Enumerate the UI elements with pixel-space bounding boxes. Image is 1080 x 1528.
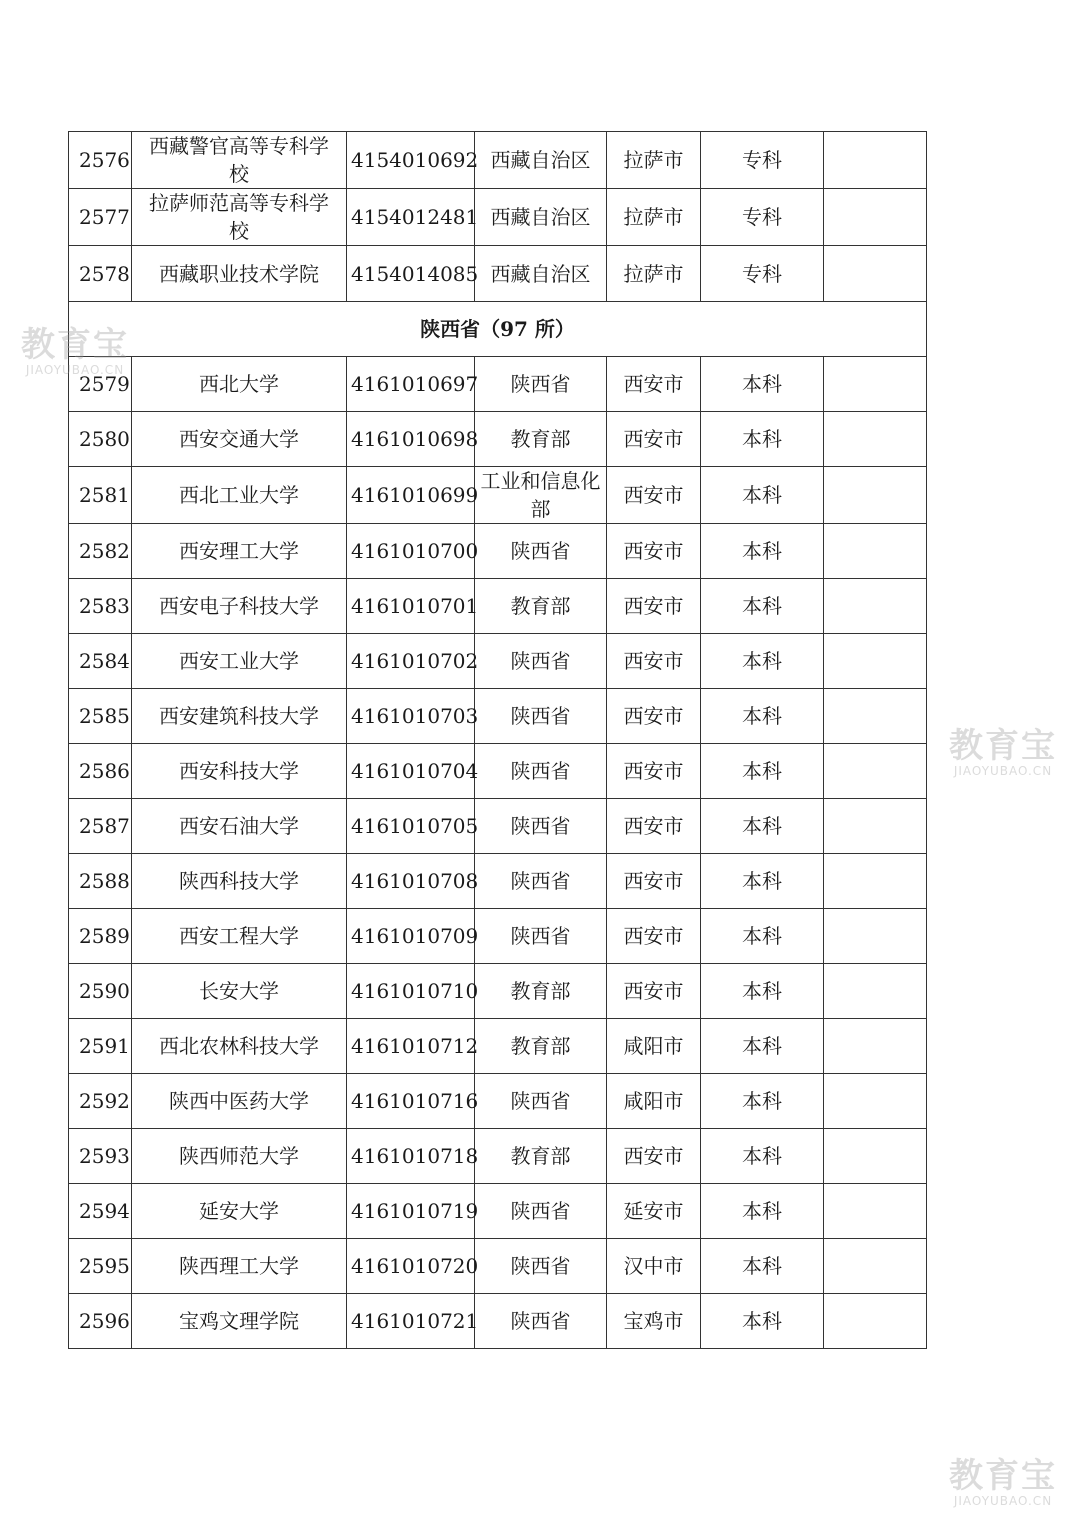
cell-department: 陕西省 [475,1239,607,1294]
cell-number: 2577 [69,189,132,246]
cell-school-name: 西安理工大学 [132,524,347,579]
cell-city: 宝鸡市 [607,1294,701,1349]
cell-school-name: 陕西科技大学 [132,854,347,909]
cell-level: 本科 [701,412,824,467]
table-row [69,634,927,689]
cell-school-code: 4161010705 [347,799,475,854]
cell-school-code: 4154014085 [347,246,475,302]
cell-department: 教育部 [475,579,607,634]
cell-city: 西安市 [607,799,701,854]
cell-city: 咸阳市 [607,1019,701,1074]
cell-school-name: 西藏职业技术学院 [132,246,347,302]
cell-department: 陕西省 [475,854,607,909]
watermark-brand: 教育宝 [21,325,129,365]
cell-school-name: 西安科技大学 [132,744,347,799]
university-list-table [68,131,927,1349]
table-row [69,1019,927,1074]
cell-school-code: 4161010697 [347,357,475,412]
cell-city: 西安市 [607,634,701,689]
cell-school-code: 4161010712 [347,1019,475,1074]
cell-school-code: 4161010721 [347,1294,475,1349]
table-row [69,1239,927,1294]
cell-note [824,634,927,689]
cell-number: 2595 [69,1239,132,1294]
cell-number: 2581 [69,467,132,524]
cell-note [824,909,927,964]
cell-department: 陕西省 [475,357,607,412]
cell-note [824,579,927,634]
cell-city: 西安市 [607,909,701,964]
cell-number: 2593 [69,1129,132,1184]
table-row [69,524,927,579]
cell-school-name: 西藏警官高等专科学校 [132,132,347,189]
cell-note [824,744,927,799]
cell-department: 教育部 [475,1129,607,1184]
watermark-brand: 教育宝 [949,726,1057,766]
cell-department: 教育部 [475,412,607,467]
cell-school-code: 4161010698 [347,412,475,467]
cell-school-name: 西北工业大学 [132,467,347,524]
cell-city: 西安市 [607,744,701,799]
watermark-url: JIAOYUBAO.CN [953,1494,1053,1508]
table-row [69,412,927,467]
cell-number: 2580 [69,412,132,467]
cell-number: 2584 [69,634,132,689]
cell-school-name: 长安大学 [132,964,347,1019]
cell-number: 2586 [69,744,132,799]
cell-city: 西安市 [607,524,701,579]
cell-number: 2589 [69,909,132,964]
cell-school-code: 4161010704 [347,744,475,799]
watermark-brand: 教育宝 [949,1456,1057,1496]
cell-note [824,524,927,579]
cell-department: 陕西省 [475,1294,607,1349]
cell-department: 陕西省 [475,689,607,744]
cell-city: 汉中市 [607,1239,701,1294]
table-row [69,246,927,302]
cell-number: 2583 [69,579,132,634]
table-row [69,1129,927,1184]
cell-note [824,854,927,909]
cell-school-name: 宝鸡文理学院 [132,1294,347,1349]
cell-school-code: 4161010700 [347,524,475,579]
cell-note [824,1294,927,1349]
cell-school-code: 4161010702 [347,634,475,689]
cell-note [824,964,927,1019]
cell-note [824,132,927,189]
cell-level: 专科 [701,246,824,302]
watermark-url: JIAOYUBAO.CN [25,363,125,377]
cell-level: 本科 [701,1294,824,1349]
cell-city: 西安市 [607,412,701,467]
cell-number: 2582 [69,524,132,579]
section-header-group [69,302,927,357]
table-body-after [69,357,927,1349]
table-row [69,689,927,744]
cell-level: 本科 [701,909,824,964]
cell-department: 教育部 [475,964,607,1019]
cell-school-name: 西安工程大学 [132,909,347,964]
cell-level: 本科 [701,1184,824,1239]
cell-school-code: 4154010692 [347,132,475,189]
cell-note [824,1074,927,1129]
cell-number: 2592 [69,1074,132,1129]
cell-school-name: 西北大学 [132,357,347,412]
cell-level: 本科 [701,1239,824,1294]
cell-level: 本科 [701,1129,824,1184]
cell-school-name: 西安建筑科技大学 [132,689,347,744]
cell-city: 西安市 [607,1129,701,1184]
table-row [69,1074,927,1129]
cell-school-code: 4154012481 [347,189,475,246]
table-row [69,909,927,964]
cell-city: 西安市 [607,467,701,524]
watermark-logo [10,327,140,377]
cell-school-code: 4161010710 [347,964,475,1019]
cell-number: 2588 [69,854,132,909]
table-row [69,132,927,189]
cell-number: 2587 [69,799,132,854]
table-row [69,964,927,1019]
cell-number: 2594 [69,1184,132,1239]
cell-school-name: 西安电子科技大学 [132,579,347,634]
cell-note [824,412,927,467]
cell-level: 本科 [701,634,824,689]
cell-city: 咸阳市 [607,1074,701,1129]
watermark-logo [938,728,1068,778]
cell-level: 本科 [701,964,824,1019]
cell-number: 2596 [69,1294,132,1349]
cell-note [824,799,927,854]
cell-school-code: 4161010699 [347,467,475,524]
cell-department: 工业和信息化部 [475,467,607,524]
cell-city: 西安市 [607,689,701,744]
cell-number: 2579 [69,357,132,412]
cell-school-code: 4161010719 [347,1184,475,1239]
cell-school-name: 拉萨师范高等专科学校 [132,189,347,246]
cell-school-code: 4161010701 [347,579,475,634]
cell-school-name: 陕西理工大学 [132,1239,347,1294]
cell-school-name: 陕西中医药大学 [132,1074,347,1129]
cell-department: 陕西省 [475,524,607,579]
cell-school-name: 西安石油大学 [132,799,347,854]
cell-school-name: 西安交通大学 [132,412,347,467]
table-row [69,1294,927,1349]
cell-level: 本科 [701,467,824,524]
cell-school-code: 4161010720 [347,1239,475,1294]
cell-city: 西安市 [607,579,701,634]
table-row [69,357,927,412]
cell-department: 陕西省 [475,799,607,854]
cell-school-code: 4161010703 [347,689,475,744]
cell-level: 本科 [701,854,824,909]
cell-note [824,1239,927,1294]
cell-level: 本科 [701,744,824,799]
cell-level: 本科 [701,1074,824,1129]
cell-city: 西安市 [607,357,701,412]
table-row [69,744,927,799]
cell-department: 陕西省 [475,1184,607,1239]
cell-school-name: 陕西师范大学 [132,1129,347,1184]
cell-level: 本科 [701,579,824,634]
cell-school-name: 西北农林科技大学 [132,1019,347,1074]
cell-note [824,1129,927,1184]
cell-level: 本科 [701,357,824,412]
cell-school-code: 4161010708 [347,854,475,909]
cell-department: 陕西省 [475,1074,607,1129]
cell-note [824,1019,927,1074]
table-row [69,579,927,634]
cell-department: 西藏自治区 [475,189,607,246]
cell-department: 陕西省 [475,634,607,689]
cell-level: 专科 [701,132,824,189]
cell-department: 陕西省 [475,909,607,964]
cell-level: 专科 [701,189,824,246]
cell-city: 拉萨市 [607,246,701,302]
cell-school-code: 4161010716 [347,1074,475,1129]
table-body-before [69,132,927,302]
cell-level: 本科 [701,1019,824,1074]
cell-city: 拉萨市 [607,132,701,189]
cell-level: 本科 [701,689,824,744]
cell-note [824,689,927,744]
cell-number: 2578 [69,246,132,302]
cell-note [824,246,927,302]
cell-note [824,1184,927,1239]
cell-note [824,189,927,246]
cell-department: 陕西省 [475,744,607,799]
cell-department: 西藏自治区 [475,132,607,189]
section-header-row [69,302,927,357]
table-row [69,799,927,854]
cell-level: 本科 [701,799,824,854]
cell-school-name: 延安大学 [132,1184,347,1239]
table-row [69,467,927,524]
table-row [69,854,927,909]
cell-number: 2585 [69,689,132,744]
watermark-url: JIAOYUBAO.CN [953,764,1053,778]
section-title: 陕西省（97 所） [69,302,927,357]
cell-department: 教育部 [475,1019,607,1074]
cell-city: 延安市 [607,1184,701,1239]
cell-number: 2576 [69,132,132,189]
cell-department: 西藏自治区 [475,246,607,302]
cell-city: 西安市 [607,854,701,909]
cell-level: 本科 [701,524,824,579]
cell-number: 2591 [69,1019,132,1074]
cell-city: 拉萨市 [607,189,701,246]
cell-city: 西安市 [607,964,701,1019]
table-row [69,1184,927,1239]
cell-school-code: 4161010718 [347,1129,475,1184]
table-row [69,189,927,246]
watermark-logo [938,1458,1068,1508]
cell-number: 2590 [69,964,132,1019]
cell-school-code: 4161010709 [347,909,475,964]
cell-note [824,467,927,524]
cell-note [824,357,927,412]
cell-school-name: 西安工业大学 [132,634,347,689]
